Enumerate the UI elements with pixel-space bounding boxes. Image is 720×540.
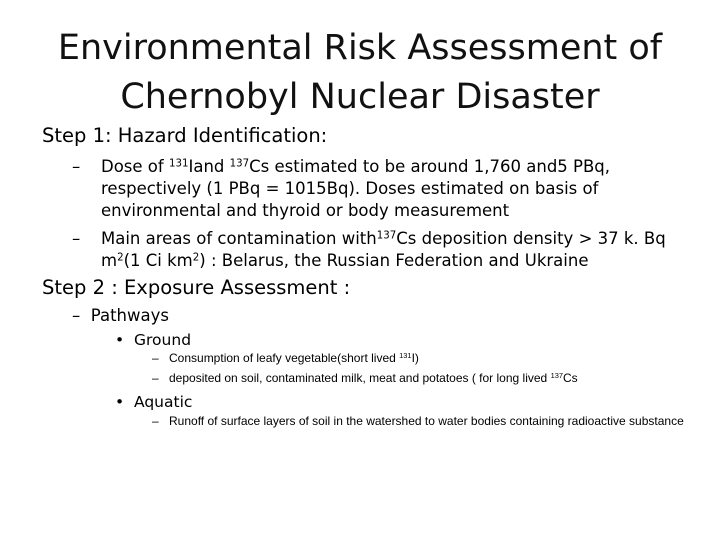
- bullet-text: Main areas of contamination with$^{137}$Cs deposition density > 37 k. Bq $m^2(1$ Ci $km^2$) : Belarus, the Russian Federation and Ukraine: [101, 229, 666, 270]
- bullet-dash: –: [72, 306, 81, 325]
- title-line-1: Environmental Risk Assessment of: [57, 28, 663, 68]
- step1-heading: Step 1: Hazard Identification:: [42, 124, 328, 147]
- sub-dash: –: [152, 414, 159, 428]
- title-line-2: Chernobyl Nuclear Disaster: [120, 77, 600, 117]
- ground-subitem-1: [152, 350, 707, 366]
- aquatic-label: Aquatic: [134, 393, 193, 411]
- sub-text: Runoff of surface layers of soil in the watershed to water bodies containing radioactive substance: [169, 414, 684, 428]
- slide-title: [40, 24, 680, 122]
- ground-item: [115, 330, 191, 350]
- step2-heading: Step 2 : Exposure Assessment :: [42, 276, 351, 299]
- sub-dash: –: [152, 371, 159, 385]
- bullet-dot: •: [115, 393, 125, 411]
- sub-text: deposited on soil, contaminated milk, meat and potatoes ( for long lived $^{137}$Cs: [169, 370, 578, 385]
- ground-label: Ground: [134, 331, 192, 349]
- pathways-item: [72, 305, 169, 327]
- pathways-label: Pathways: [90, 306, 169, 325]
- ground-subitem-2: [152, 370, 707, 386]
- bullet-dash: –: [72, 229, 81, 248]
- step1-bullet-2: [72, 228, 702, 272]
- sub-text: Consumption of leafy vegetable(short lived $^{131}$I): [169, 350, 419, 365]
- bullet-dot: •: [115, 331, 125, 349]
- aquatic-subitem-1: [152, 413, 707, 429]
- sub-dash: –: [152, 351, 159, 365]
- bullet-dash: –: [72, 157, 81, 176]
- step1-bullet-1: [72, 156, 702, 222]
- bullet-text: Dose of $^{131}$Iand $^{137}$Cs estimated to be around 1,760 and5 PBq, respectively (1 PBq = 1015Bq). Doses estimated on basis of environmental and thyroid or body measurement: [101, 157, 611, 220]
- aquatic-item: [115, 392, 192, 412]
